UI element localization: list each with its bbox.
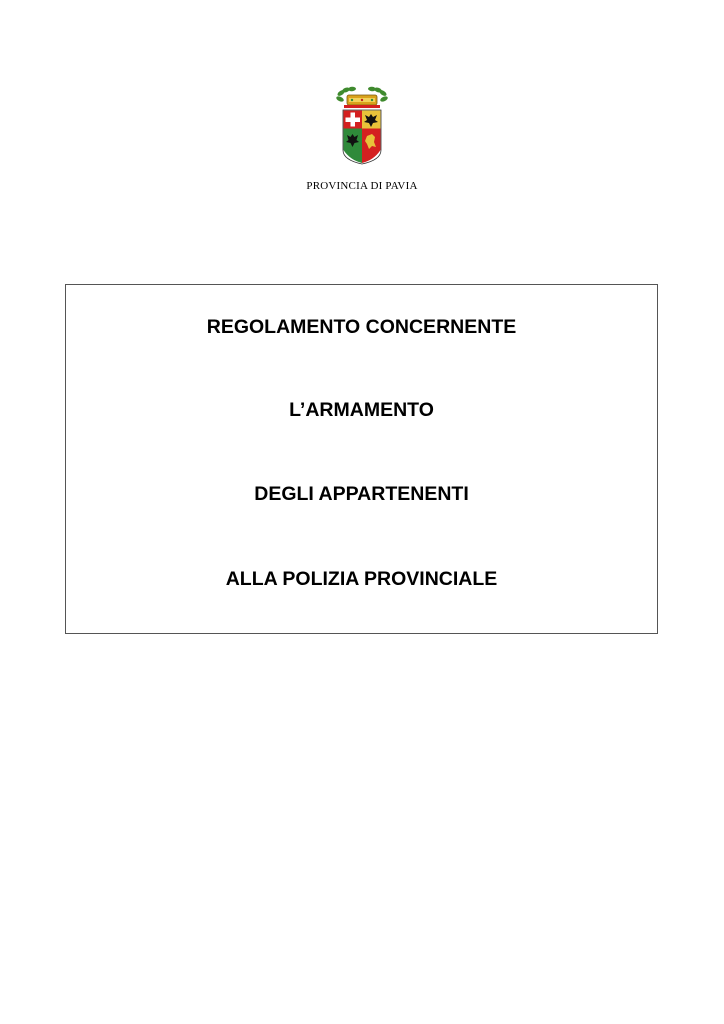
title-frame: [65, 284, 658, 634]
title-line-2: L’ARMAMENTO: [289, 399, 434, 421]
organization-name: PROVINCIA DI PAVIA: [306, 180, 418, 192]
title-line-4: ALLA POLIZIA PROVINCIALE: [225, 568, 498, 590]
title-line-1: REGOLAMENTO CONCERNENTE: [206, 316, 517, 338]
coat-of-arms-icon: [334, 84, 390, 166]
title-line-3: DEGLI APPARTENENTI: [254, 483, 469, 505]
